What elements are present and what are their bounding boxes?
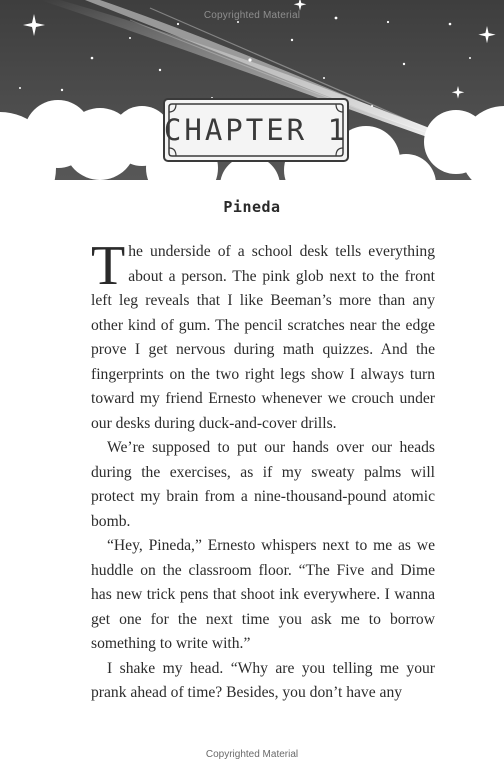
paragraph: We’re supposed to put our hands over our heads during the exercises, as if my sweaty palms will protect my brain from a nine-thousand-pound atomic bomb. (91, 439, 435, 530)
drop-cap: T (91, 235, 126, 297)
copyright-watermark-bottom: Copyrighted Material (205, 749, 299, 760)
chapter-subtitle: Pineda (223, 198, 281, 216)
paragraph: “Hey, Pineda,” Ernesto whispers next to me as we huddle on the classroom floor. “The Five and Dime has new trick pens that shoot ink everywhere. I wanna get one for the next time you ask me to borrow something to write with.” (91, 537, 435, 652)
paragraph (91, 235, 435, 436)
copyright-watermark-top: Copyrighted Material (203, 10, 301, 21)
chapter-title: CHAPTER 1 (163, 113, 349, 147)
paragraph-text: he underside of a school desk tells everything about a person. The pink glob next to the front left leg reveals that I like Beeman’s more than any other kind of gum. The pencil scratches near the edge prove I get nervous during math quizzes. And the fingerprints on the two right legs show I always turn toward my friend Ernesto whenever we crouch under our desks during duck-and-cover drills. (91, 243, 435, 432)
paragraph: I shake my head. “Why are you telling me your prank ahead of time? Besides, you don’t have any (91, 659, 435, 701)
chapter-plate (163, 98, 349, 162)
body-text (91, 235, 435, 706)
